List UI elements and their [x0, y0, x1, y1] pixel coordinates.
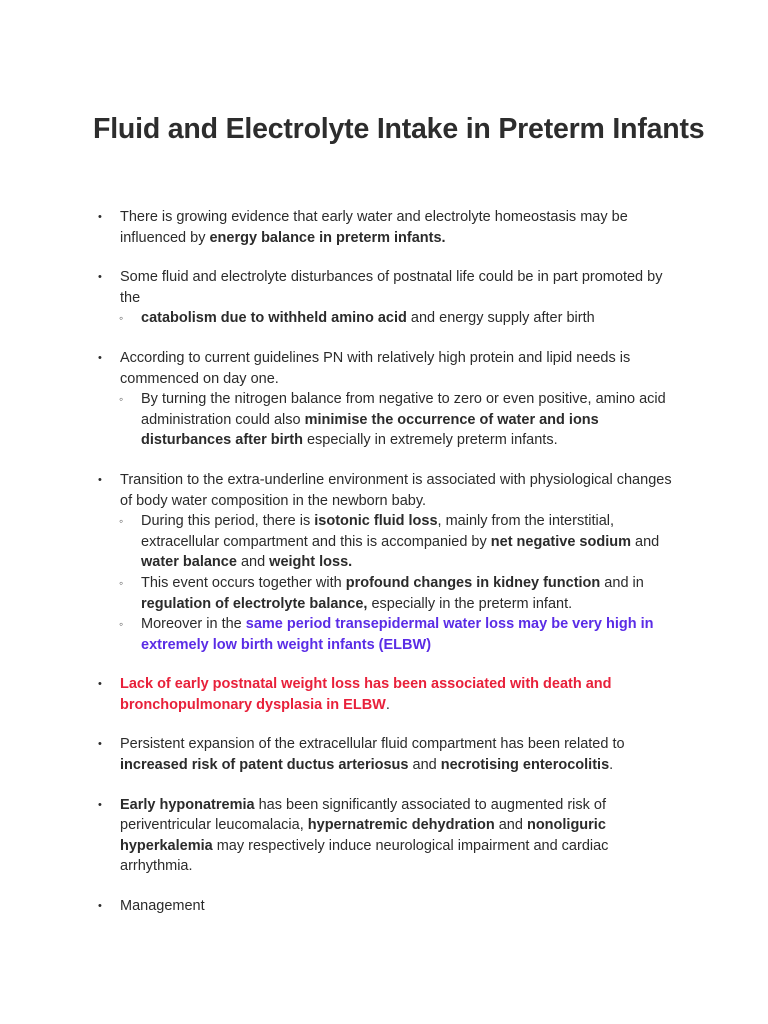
list-item: • There is growing evidence that early water and electrolyte homeostasis may be influenced by energy balance in preterm infants. [0, 207, 768, 248]
sub-list-item: ◦ catabolism due to withheld amino acid and energy supply after birth [119, 308, 674, 329]
sub-list [120, 389, 674, 451]
list-item: • According to current guidelines PN with relatively high protein and lipid needs is commenced on day one. ◦ By turning the nitrogen balance from negative to zero or even positive, amino acid administration could also minimise the occurrence of water and ions disturbances after birth especially in extremely preterm infants. [0, 348, 768, 451]
list-item: • Management [0, 896, 768, 917]
highlight-red: Lack of early postnatal weight loss has been associated with death and bronchopulmonary dysplasia in ELBW [120, 676, 612, 713]
list-item: • Early hyponatremia has been significantly associated to augmented risk of periventricular leucomalacia, hypernatremic dehydration and nonoliguric hyperkalemia may respectively induce neurological impairment and cardiac arrhythmia. [0, 795, 768, 877]
sub-list [120, 511, 674, 655]
sub-list-item: ◦ Moreover in the same period transepidermal water loss may be very high in extremely low birth weight infants (ELBW) [119, 614, 674, 655]
list-item: • Persistent expansion of the extracellular fluid compartment has been related to increased risk of patent ductus arteriosus and necrotising enterocolitis. [0, 734, 768, 775]
highlight-purple: same period transepidermal water loss may be very high in extremely low birth weight infants (ELBW) [141, 616, 654, 653]
list-item: • Transition to the extra-underline environment is associated with physiological changes of body water composition in the newborn baby. ◦ During this period, there is isotonic fluid loss, mainly from the interstitial, extracellular compartment and this is accompanied by net negative sodium and water balance and weight loss. ◦ This event occurs together with profound changes in kidney function and in regulation of electrolyte balance, especially in the preterm infant. ◦ Moreover in the same period transepidermal water loss may be very high in extremely low birth weight infants (ELBW) [0, 470, 768, 655]
sub-list [120, 308, 674, 329]
list-item: • Lack of early postnatal weight loss has been associated with death and bronchopulmonary dysplasia in ELBW. [0, 674, 768, 715]
sub-list-item: ◦ This event occurs together with profound changes in kidney function and in regulation of electrolyte balance, especially in the preterm infant. [119, 573, 674, 614]
list-item: • Some fluid and electrolyte disturbances of postnatal life could be in part promoted by the ◦ catabolism due to withheld amino acid and energy supply after birth [0, 267, 768, 329]
sub-list-item: ◦ By turning the nitrogen balance from negative to zero or even positive, amino acid administration could also minimise the occurrence of water and ions disturbances after birth especially in extremely preterm infants. [119, 389, 674, 451]
bullet-list [0, 207, 768, 936]
sub-list-item: ◦ During this period, there is isotonic fluid loss, mainly from the interstitial, extracellular compartment and this is accompanied by net negative sodium and water balance and weight loss. [119, 511, 674, 573]
page-title: Fluid and Electrolyte Intake in Preterm Infants [93, 113, 705, 145]
